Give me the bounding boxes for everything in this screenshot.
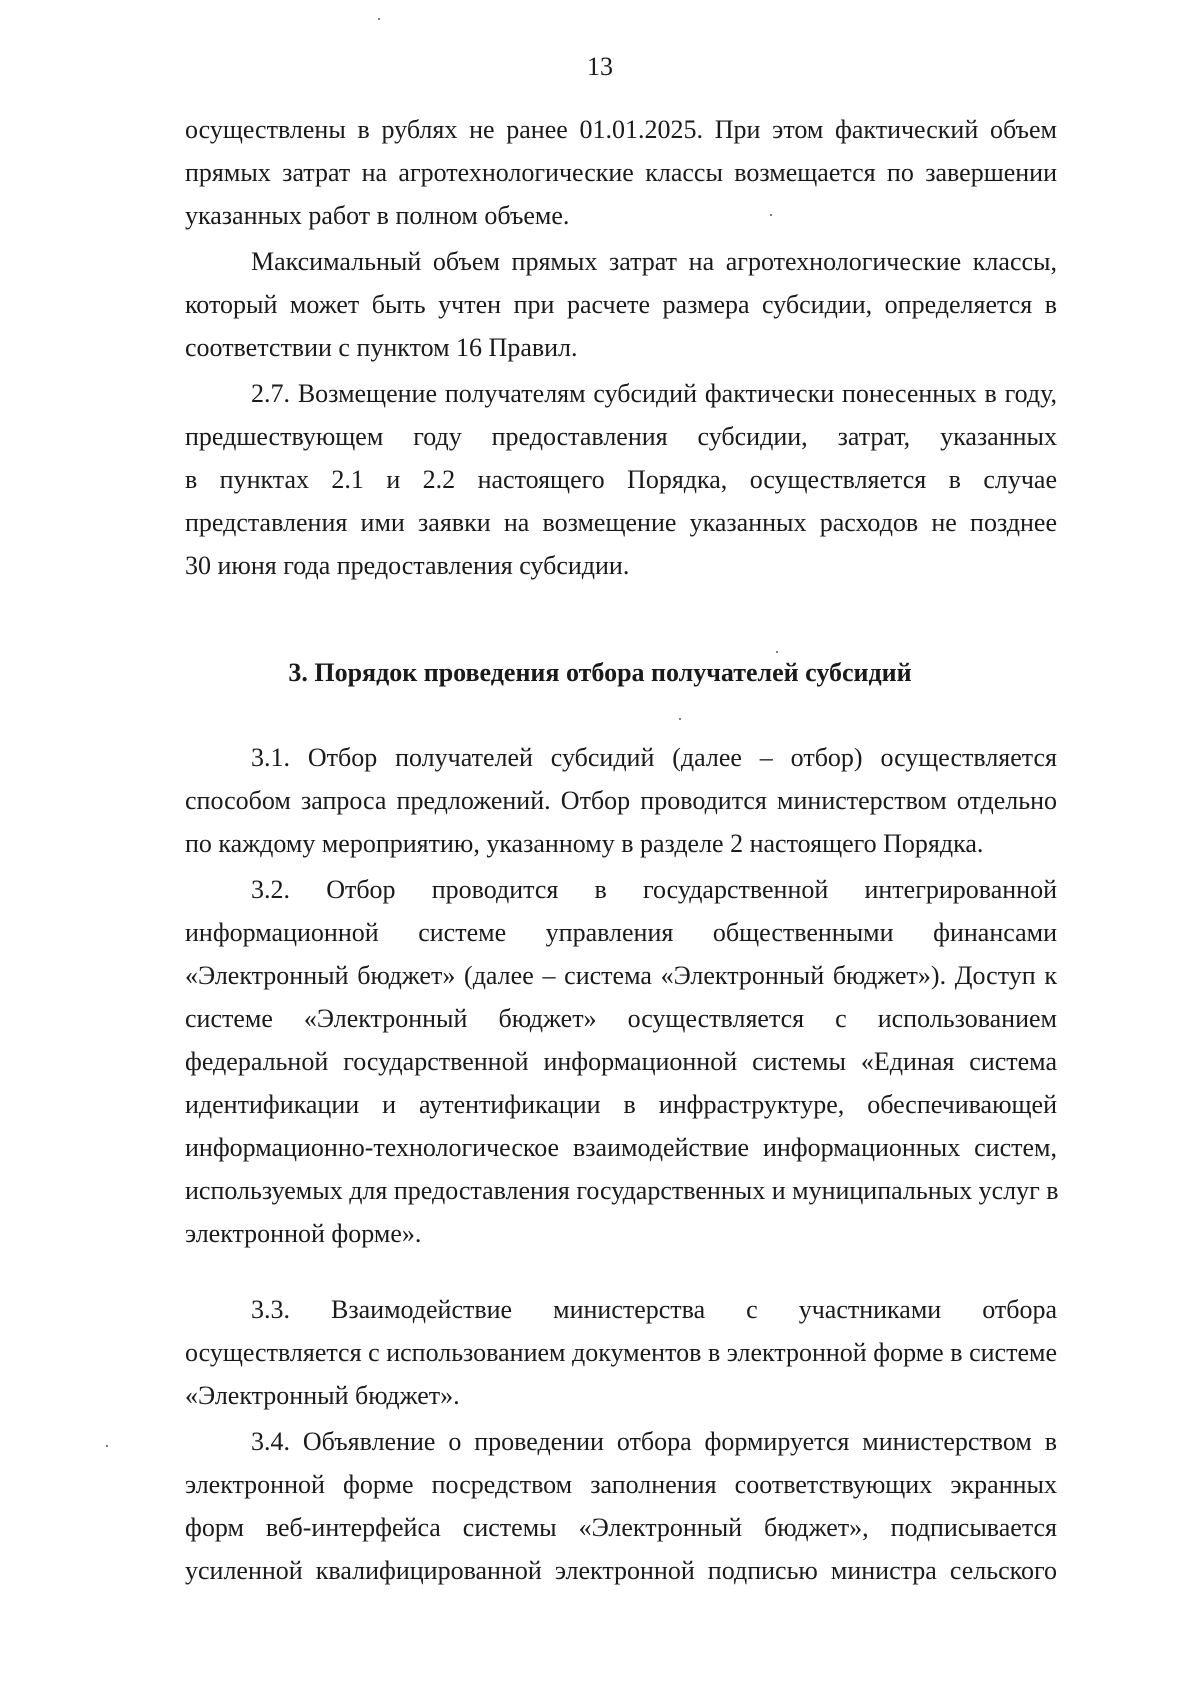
text-line: федеральной государственной информационной системы «Единая система [185, 1047, 1057, 1076]
paragraph-2 [185, 240, 1057, 369]
text-line: представления ими заявки на возмещение указанных расходов не позднее [185, 508, 1057, 537]
paragraph-3-1 [185, 736, 1057, 865]
page-number: 13 [587, 52, 613, 81]
text-line: предшествующем году предоставления субсидии, затрат, указанных [185, 422, 1057, 451]
scan-speck [378, 18, 380, 20]
text-line: 3.4. Объявление о проведении отбора формируется министерством в [251, 1427, 1057, 1456]
section-heading: 3. Порядок проведения отбора получателей субсидий [288, 658, 912, 687]
paragraph-3-3 [185, 1288, 1057, 1417]
text-line: 3.2. Отбор проводится в государственной интегрированной [251, 875, 1057, 904]
paragraph-2-7 [185, 372, 1057, 587]
text-line: Максимальный объем прямых затрат на агротехнологические классы, [251, 247, 1057, 276]
scan-speck [776, 651, 778, 653]
scan-speck [679, 718, 681, 720]
text-line: прямых затрат на агротехнологические классы возмещается по завершении [185, 158, 1057, 187]
text-line: 3.3. Взаимодействие министерства с участниками отбора [251, 1295, 1057, 1324]
text-line: который может быть учтен при расчете размера субсидии, определяется в [185, 290, 1057, 319]
paragraph-1 [185, 108, 1057, 237]
text-line: электронной форме посредством заполнения соответствующих экранных [185, 1470, 1057, 1499]
text-line: указанных работ в полном объеме. [185, 201, 570, 230]
text-line: «Электронный бюджет». [185, 1381, 460, 1410]
text-line: «Электронный бюджет» (далее – система «Электронный бюджет»). Доступ к [185, 961, 1057, 990]
text-line: усиленной квалифицированной электронной подписью министра сельского [185, 1556, 1057, 1585]
text-line: 30 июня года предоставления субсидии. [185, 551, 630, 580]
text-line: в пунктах 2.1 и 2.2 настоящего Порядка, осуществляется в случае [185, 465, 1057, 494]
scan-speck [106, 1445, 108, 1447]
text-line: 3.1. Отбор получателей субсидий (далее – отбор) осуществляется [251, 743, 1057, 772]
text-line: информационной системе управления общественными финансами [185, 918, 1057, 947]
text-line: информационно-технологическое взаимодействие информационных систем, [185, 1133, 1057, 1162]
text-line: используемых для предоставления государственных и муниципальных услуг в [185, 1176, 1059, 1205]
text-line: соответствии с пунктом 16 Правил. [185, 333, 578, 362]
text-line: электронной форме». [185, 1219, 422, 1248]
text-line: 2.7. Возмещение получателям субсидий фактически понесенных в году, [251, 379, 1057, 408]
paragraph-3-4 [185, 1420, 1057, 1592]
text-line: осуществляется с использованием документов в электронной форме в системе [185, 1338, 1057, 1367]
text-line: форм веб-интерфейса системы «Электронный бюджет», подписывается [185, 1513, 1057, 1542]
text-line: способом запроса предложений. Отбор проводится министерством отдельно [185, 786, 1057, 815]
scan-speck [770, 214, 772, 216]
text-line: осуществлены в рублях не ранее 01.01.2025. При этом фактический объем [185, 115, 1057, 144]
text-line: идентификации и аутентификации в инфраструктуре, обеспечивающей [185, 1090, 1057, 1119]
text-line: по каждому мероприятию, указанному в разделе 2 настоящего Порядка. [185, 829, 984, 858]
text-line: системе «Электронный бюджет» осуществляется с использованием [185, 1004, 1057, 1033]
paragraph-3-2 [185, 868, 1057, 1255]
